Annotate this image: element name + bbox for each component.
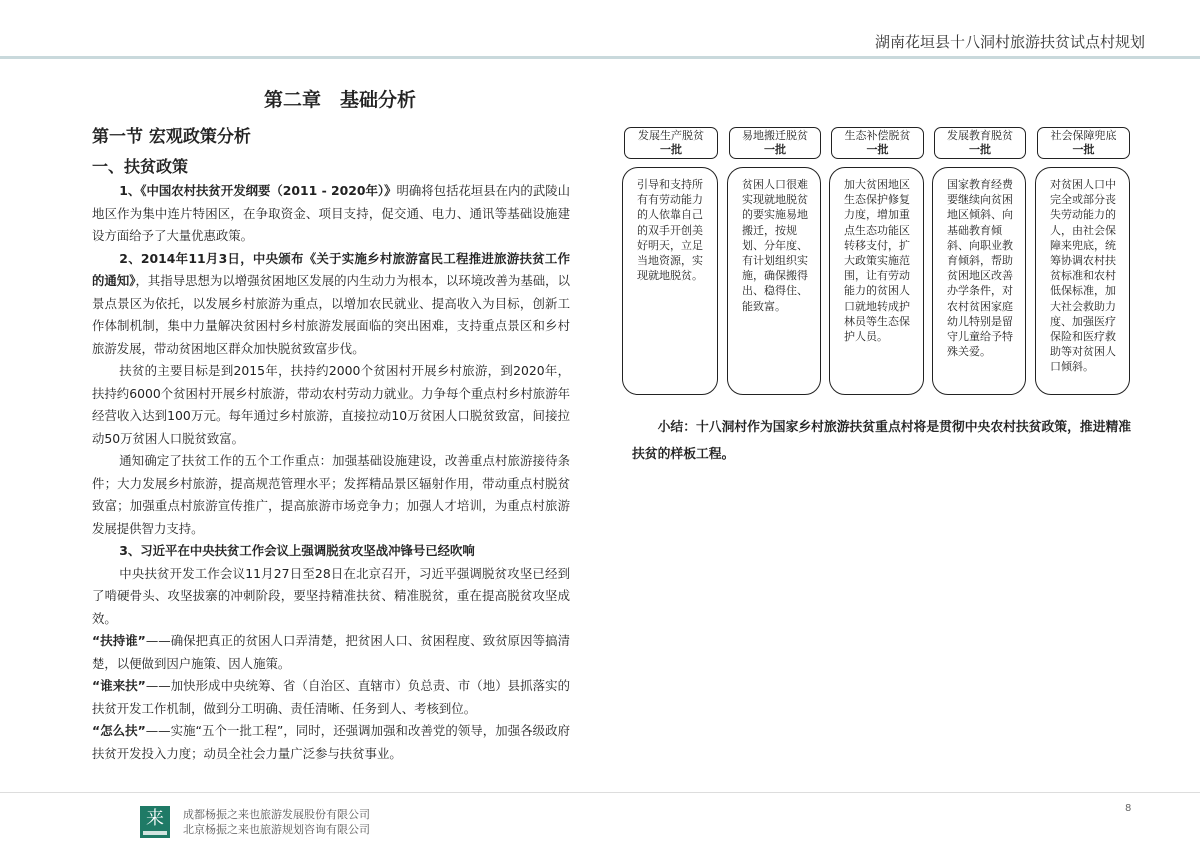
batch-card-title	[831, 127, 924, 159]
batch-title-line1: 生态补偿脱贫	[844, 129, 911, 142]
paragraph	[92, 180, 570, 248]
paragraph-heading: “谁来扶”	[92, 678, 146, 693]
batch-title-line1: 社会保障兜底	[1050, 129, 1117, 142]
paragraph-text: ——实施“五个一批工程”，同时，还强调加强和改善党的领导，加强各级政府扶贫开发投入力度；动员全社会力量广泛参与扶贫事业。	[92, 723, 570, 761]
batch-title-line1: 发展教育脱贫	[947, 129, 1013, 142]
batch-title-line1: 易地搬迁脱贫	[742, 129, 808, 142]
chapter-title: 第二章 基础分析	[263, 89, 416, 111]
batch-title-line2: 一批	[866, 143, 889, 156]
footer-divider	[0, 792, 1200, 793]
paragraph-heading: “怎么扶”	[92, 723, 146, 738]
batch-title-line2: 一批	[1072, 143, 1095, 156]
batch-card-title	[1037, 127, 1130, 159]
batch-card-title	[729, 127, 821, 159]
section-title: 第一节 宏观政策分析	[92, 127, 251, 147]
batch-title-line2: 一批	[969, 143, 991, 156]
batch-title-line2: 一批	[764, 143, 786, 156]
document-header-title: 湖南花垣县十八洞村旅游扶贫试点村规划	[874, 33, 1145, 51]
paragraph	[92, 563, 570, 631]
paragraph	[92, 248, 570, 361]
paragraph	[92, 675, 570, 720]
batch-card-body: 贫困人口很难实现就地脱贫的要实施易地搬迁，按规划、分年度、有计划组织实施，确保搬得出、稳得住、能致富。	[727, 167, 821, 395]
company-names	[183, 807, 370, 837]
paragraph-text: ——确保把真正的贫困人口弄清楚，把贫困人口、贫困程度、致贫原因等搞清楚，以便做到因户施策、因人施策。	[92, 633, 570, 671]
company-name-1: 成都杨振之来也旅游发展股份有限公司	[183, 808, 370, 821]
paragraph-heading: 1、《中国农村扶贫开发纲要（2011 - 2020年）》	[119, 183, 397, 198]
company-logo: 来	[140, 806, 170, 838]
body-text	[92, 180, 570, 765]
batch-card-body: 对贫困人口中完全或部分丧失劳动能力的人，由社会保障来兜底，统筹协调农村扶贫标准和农村低保标准，加大社会救助力度、加强医疗保险和医疗救助等对贫困人口倾斜。	[1035, 167, 1130, 395]
paragraph-heading: “扶持谁”	[92, 633, 146, 648]
batch-card-body: 加大贫困地区生态保护修复力度，增加重点生态功能区转移支付，扩大政策实施范围，让有劳动能力的贫困人口就地转成护林员等生态保护人员。	[829, 167, 924, 395]
paragraph	[92, 720, 570, 765]
batch-title-line1: 发展生产脱贫	[638, 129, 704, 142]
batch-title-line2: 一批	[660, 143, 682, 156]
paragraph-text: 通知确定了扶贫工作的五个工作重点：加强基础设施建设，改善重点村旅游接待条件；大力发展乡村旅游，提高规范管理水平；发挥精品景区辐射作用，带动重点村脱贫致富；加强重点村旅游宣传推广，提高旅游市场竞争力；加强人才培训，为重点村旅游发展提供智力支持。	[92, 453, 570, 536]
paragraph-heading: 3、习近平在中央扶贫工作会议上强调脱贫攻坚战冲锋号已经吹响	[119, 543, 475, 558]
paragraph	[92, 450, 570, 540]
paragraph	[92, 360, 570, 450]
paragraph-text: ——加快形成中央统筹、省（自治区、直辖市）负总责、市（地）县抓落实的扶贫开发工作机制，做到分工明确、责任清晰、任务到人、考核到位。	[92, 678, 570, 716]
paragraph	[92, 540, 570, 563]
paragraph-text: 中央扶贫开发工作会议11月27日至28日在北京召开，习近平强调脱贫攻坚已经到了啃硬骨头、攻坚拔寨的冲刺阶段，要坚持精准扶贫、精准脱贫，重在提高脱贫攻坚成效。	[92, 565, 570, 626]
page-number: 8	[1125, 803, 1132, 814]
paragraph	[92, 630, 570, 675]
summary: 小结：十八洞村作为国家乡村旅游扶贫重点村将是贯彻中央农村扶贫政策，推进精准扶贫的样板工程。	[632, 420, 1132, 462]
paragraph-text: 明确将包括花垣县在内的武陵山地区作为集中连片特困区，在争取资金、项目支持，促交通、电力、通讯等基础设施建设方面给予了大量优惠政策。	[92, 183, 571, 243]
batch-card-title	[624, 127, 718, 159]
paragraph-heading: 2、2014年11月3日，中央颁布《关于实施乡村旅游富民工程推进旅游扶贫工作的通知》	[92, 250, 570, 288]
subsection-title: 一、扶贫政策	[92, 157, 189, 176]
paragraph-text: 扶贫的主要目标是到2015年，扶持约2000个贫困村开展乡村旅游，到2020年，扶持约6000个贫困村开展乡村旅游，带动农村劳动力就业。力争每个重点村乡村旅游年经营收入达到100万元。每年通过乡村旅游，直接拉动10万贫困人口脱贫致富，间接拉动50万贫困人口脱贫致富。	[92, 363, 570, 446]
batch-card-title	[934, 127, 1026, 159]
paragraph-text: ，其指导思想为以增强贫困地区发展的内生动力为根本，以环境改善为基础，以景点景区为依托，以发展乡村旅游为重点，以增加农民就业、提高收入为目标，创新工作体制机制，集中力量解决贫困村乡村旅游发展面临的突出困难，支持重点景区和乡村旅游发展，带动贫困地区群众加快脱贫致富步伐。	[92, 273, 570, 356]
batch-card-body: 国家教育经费要继续向贫困地区倾斜、向基础教育倾斜、向职业教育倾斜，帮助贫困地区改善办学条件，对农村贫困家庭幼儿特别是留守儿童给予特殊关爱。	[932, 167, 1026, 395]
company-name-2: 北京杨振之来也旅游规划咨询有限公司	[183, 823, 370, 836]
header-divider	[0, 56, 1200, 59]
batch-card-body: 引导和支持所有有劳动能力的人依靠自己的双手开创美好明天，立足当地资源，实现就地脱贫。	[622, 167, 718, 395]
